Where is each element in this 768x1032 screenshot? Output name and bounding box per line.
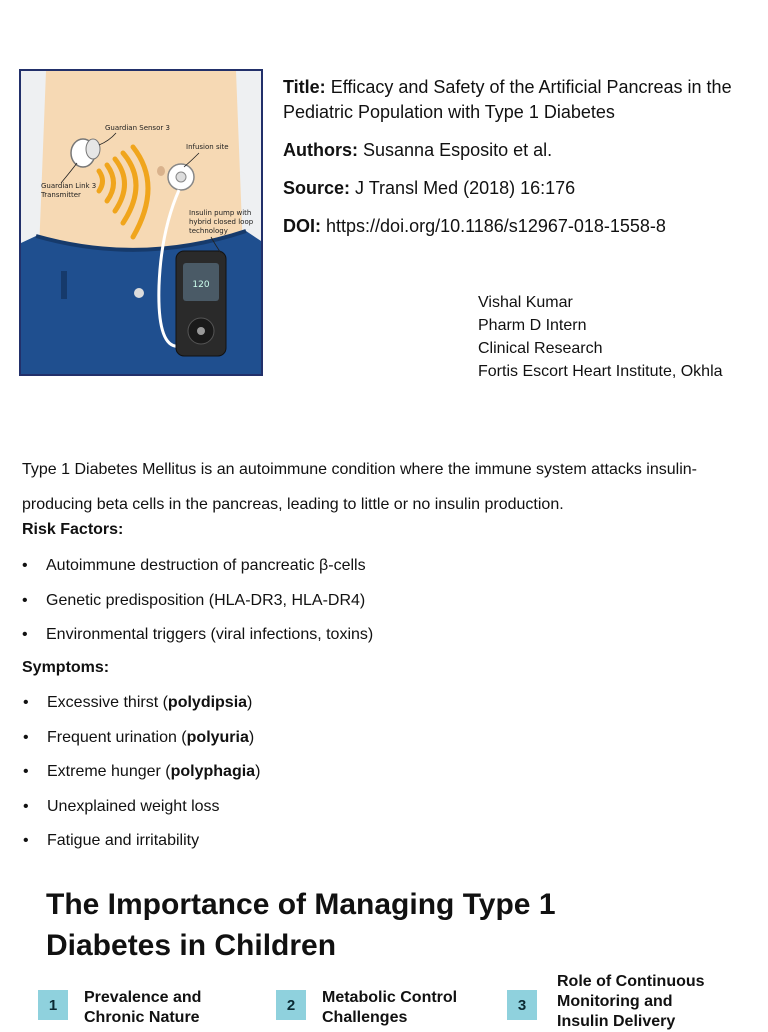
label-pump-3: technology	[189, 227, 228, 235]
authors-value: Susanna Esposito et al.	[363, 140, 553, 160]
title-value: Efficacy and Safety of the Artificial Pancreas in the Pediatric Population with Type 1 Diabetes	[283, 77, 732, 122]
presenter-institute: Fortis Escort Heart Institute, Okhla	[478, 363, 723, 380]
card-title: Prevalence and Chronic Nature	[84, 989, 202, 1026]
authors-label: Authors:	[283, 140, 358, 160]
list-item: • Excessive thirst (polydipsia)	[23, 691, 260, 726]
title-label: Title:	[283, 77, 326, 97]
section-heading: The Importance of Managing Type 1 Diabetes in Children	[46, 888, 556, 962]
label-transmitter-1: Guardian Link 3	[41, 182, 97, 190]
navel	[157, 166, 165, 176]
risk-factors-heading: Risk Factors:	[22, 521, 124, 538]
source-value: J Transl Med (2018) 16:176	[355, 178, 576, 198]
citation-source	[283, 176, 753, 201]
list-item: • Autoimmune destruction of pancreatic β-cells	[22, 554, 373, 589]
card-number-badge: 3	[507, 990, 537, 1020]
citation-doi	[283, 214, 753, 239]
label-transmitter-2: Transmitter	[41, 191, 81, 199]
intro-paragraph: Type 1 Diabetes Mellitus is an autoimmune condition where the immune system attacks insulin-producing beta cells in the pancreas, leading to little or no insulin production.	[22, 461, 697, 513]
source-label: Source:	[283, 178, 351, 198]
presenter-department: Clinical Research	[478, 340, 603, 357]
artificial-pancreas-illustration	[19, 69, 263, 376]
label-pump-2: hybrid closed loop	[189, 218, 254, 226]
symptoms-list	[23, 691, 260, 864]
pump-screen-text: 120	[192, 280, 210, 290]
label-pump-1: Insulin pump with	[189, 209, 252, 217]
list-item: • Extreme hunger (polyphagia)	[23, 760, 260, 795]
list-item: • Fatigue and irritability	[23, 829, 260, 864]
doi-label: DOI:	[283, 216, 321, 236]
list-item: • Frequent urination (polyuria)	[23, 726, 260, 761]
citation-title	[283, 75, 753, 125]
rivet	[134, 288, 144, 298]
doi-link[interactable]: https://doi.org/10.1186/s12967-018-1558-8	[326, 216, 666, 236]
card-number-badge: 1	[38, 990, 68, 1020]
list-item: • Environmental triggers (viral infections, toxins)	[22, 623, 373, 658]
citation-authors	[283, 138, 753, 163]
infusion-site-icon	[168, 164, 194, 190]
symptoms-heading: Symptoms:	[22, 659, 110, 676]
insulin-pump-icon	[176, 251, 226, 356]
presenter-name: Vishal Kumar	[478, 294, 573, 311]
list-item: • Unexplained weight loss	[23, 795, 260, 830]
label-sensor: Guardian Sensor 3	[105, 124, 170, 132]
list-item: • Genetic predisposition (HLA-DR3, HLA-DR4)	[22, 589, 373, 624]
label-infusion: Infusion site	[186, 143, 229, 151]
citation-block	[283, 75, 753, 252]
card-number-badge: 2	[276, 990, 306, 1020]
risk-factors-list	[22, 554, 373, 658]
presenter-block	[478, 291, 723, 383]
card-title: Metabolic Control Challenges	[322, 989, 458, 1026]
card-title: Role of Continuous Monitoring and Insulin Delivery	[557, 973, 705, 1030]
presenter-role: Pharm D Intern	[478, 317, 587, 334]
